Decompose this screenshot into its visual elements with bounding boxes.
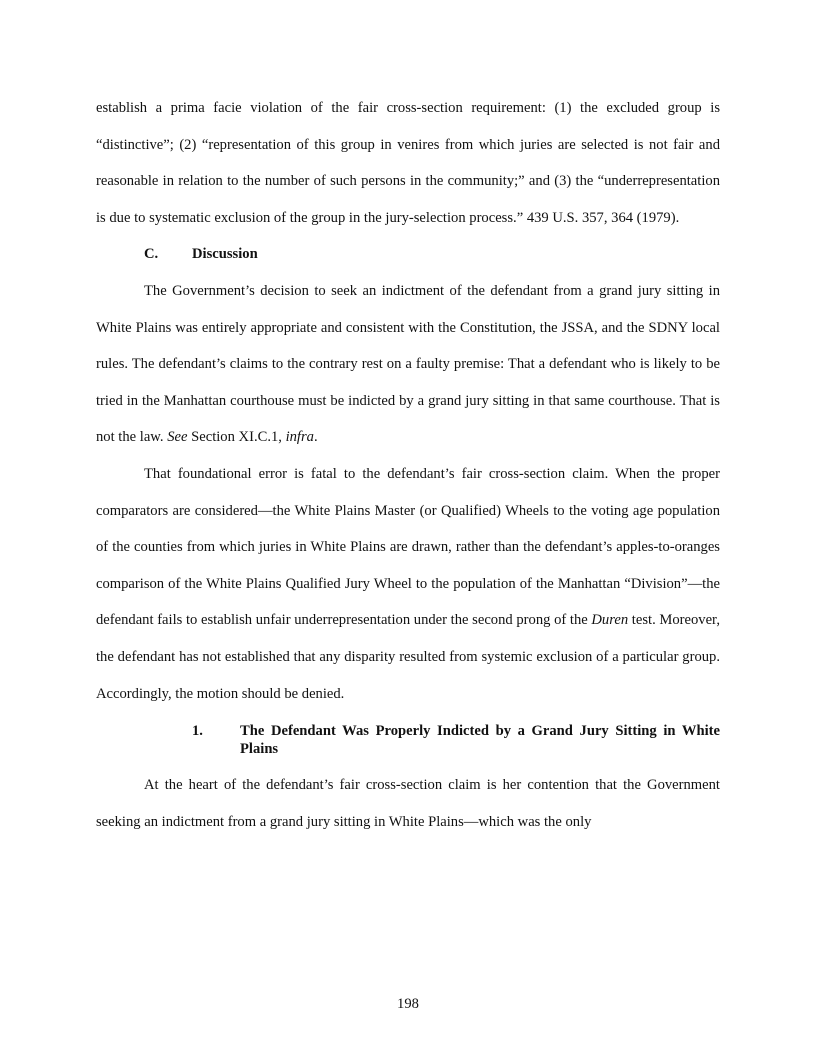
paragraph-duren-test: establish a prima facie violation of the fair cross-section requirement: (1) the excluded group is “distinctive”; (2) “representation of this group in venires from which juries are selected is not fair and reasonable in relation to the number of such persons in the community;” and (3) the “underrepresentation is due to systematic exclusion of the group in the jury-selection process.” 439 U.S. 357, 364 (1979).: [96, 100, 720, 226]
section-heading-c: [96, 236, 720, 273]
text-run: That foundational error is fatal to the defendant’s fair cross-section claim. When the proper comparators are considered—the White Plains Master (or Qualified) Wheels to the voting age population of the counties from which juries in White Plains are drawn, rather than the defendant’s apples-to-oranges comparison of the White Plains Qualified Jury Wheel to the population of the Manhattan “Division”—the defendant fails to establish unfair underrepresentation under the second prong of the: [96, 465, 720, 629]
page-number: 198: [397, 996, 419, 1012]
citation-signal-see: See: [167, 429, 188, 446]
text-run: The Government’s decision to seek an indictment of the defendant from a grand jury sitting in White Plains was entirely appropriate and consistent with the Constitution, the JSSA, and the SDNY local rules. The defendant’s claims to the contrary rest on a faulty premise: That a defendant who is likely to be tried in the Manhattan courthouse must be indicted by a grand jury sitting in that same courthouse. That is not the law.: [96, 282, 720, 446]
document-body: [96, 90, 720, 840]
case-name-duren: Duren: [591, 612, 629, 629]
subsection-heading-1: [96, 722, 720, 758]
paragraph-foundational-error: [96, 456, 720, 712]
text-run: .: [313, 429, 318, 446]
text-run: Section XI.C.1,: [187, 429, 286, 446]
section-number: C.: [144, 246, 159, 263]
paragraph-heart-of-claim: At the heart of the defendant’s fair cross-section claim is her contention that the Government seeking an indictment from a grand jury sitting in White Plains—which was the only: [96, 777, 720, 830]
citation-infra: infra: [285, 429, 314, 446]
subsection-title: The Defendant Was Properly Indicted by a Grand Jury Sitting in White Plains: [240, 723, 720, 758]
paragraph-government-decision: [96, 273, 720, 456]
subsection-number: 1.: [192, 723, 203, 740]
text-run: test. Moreover, the defendant has not established that any disparity resulted from systemic exclusion of a particular group. Accordingly, the motion should be denied.: [96, 612, 720, 702]
section-title: Discussion: [192, 246, 258, 263]
